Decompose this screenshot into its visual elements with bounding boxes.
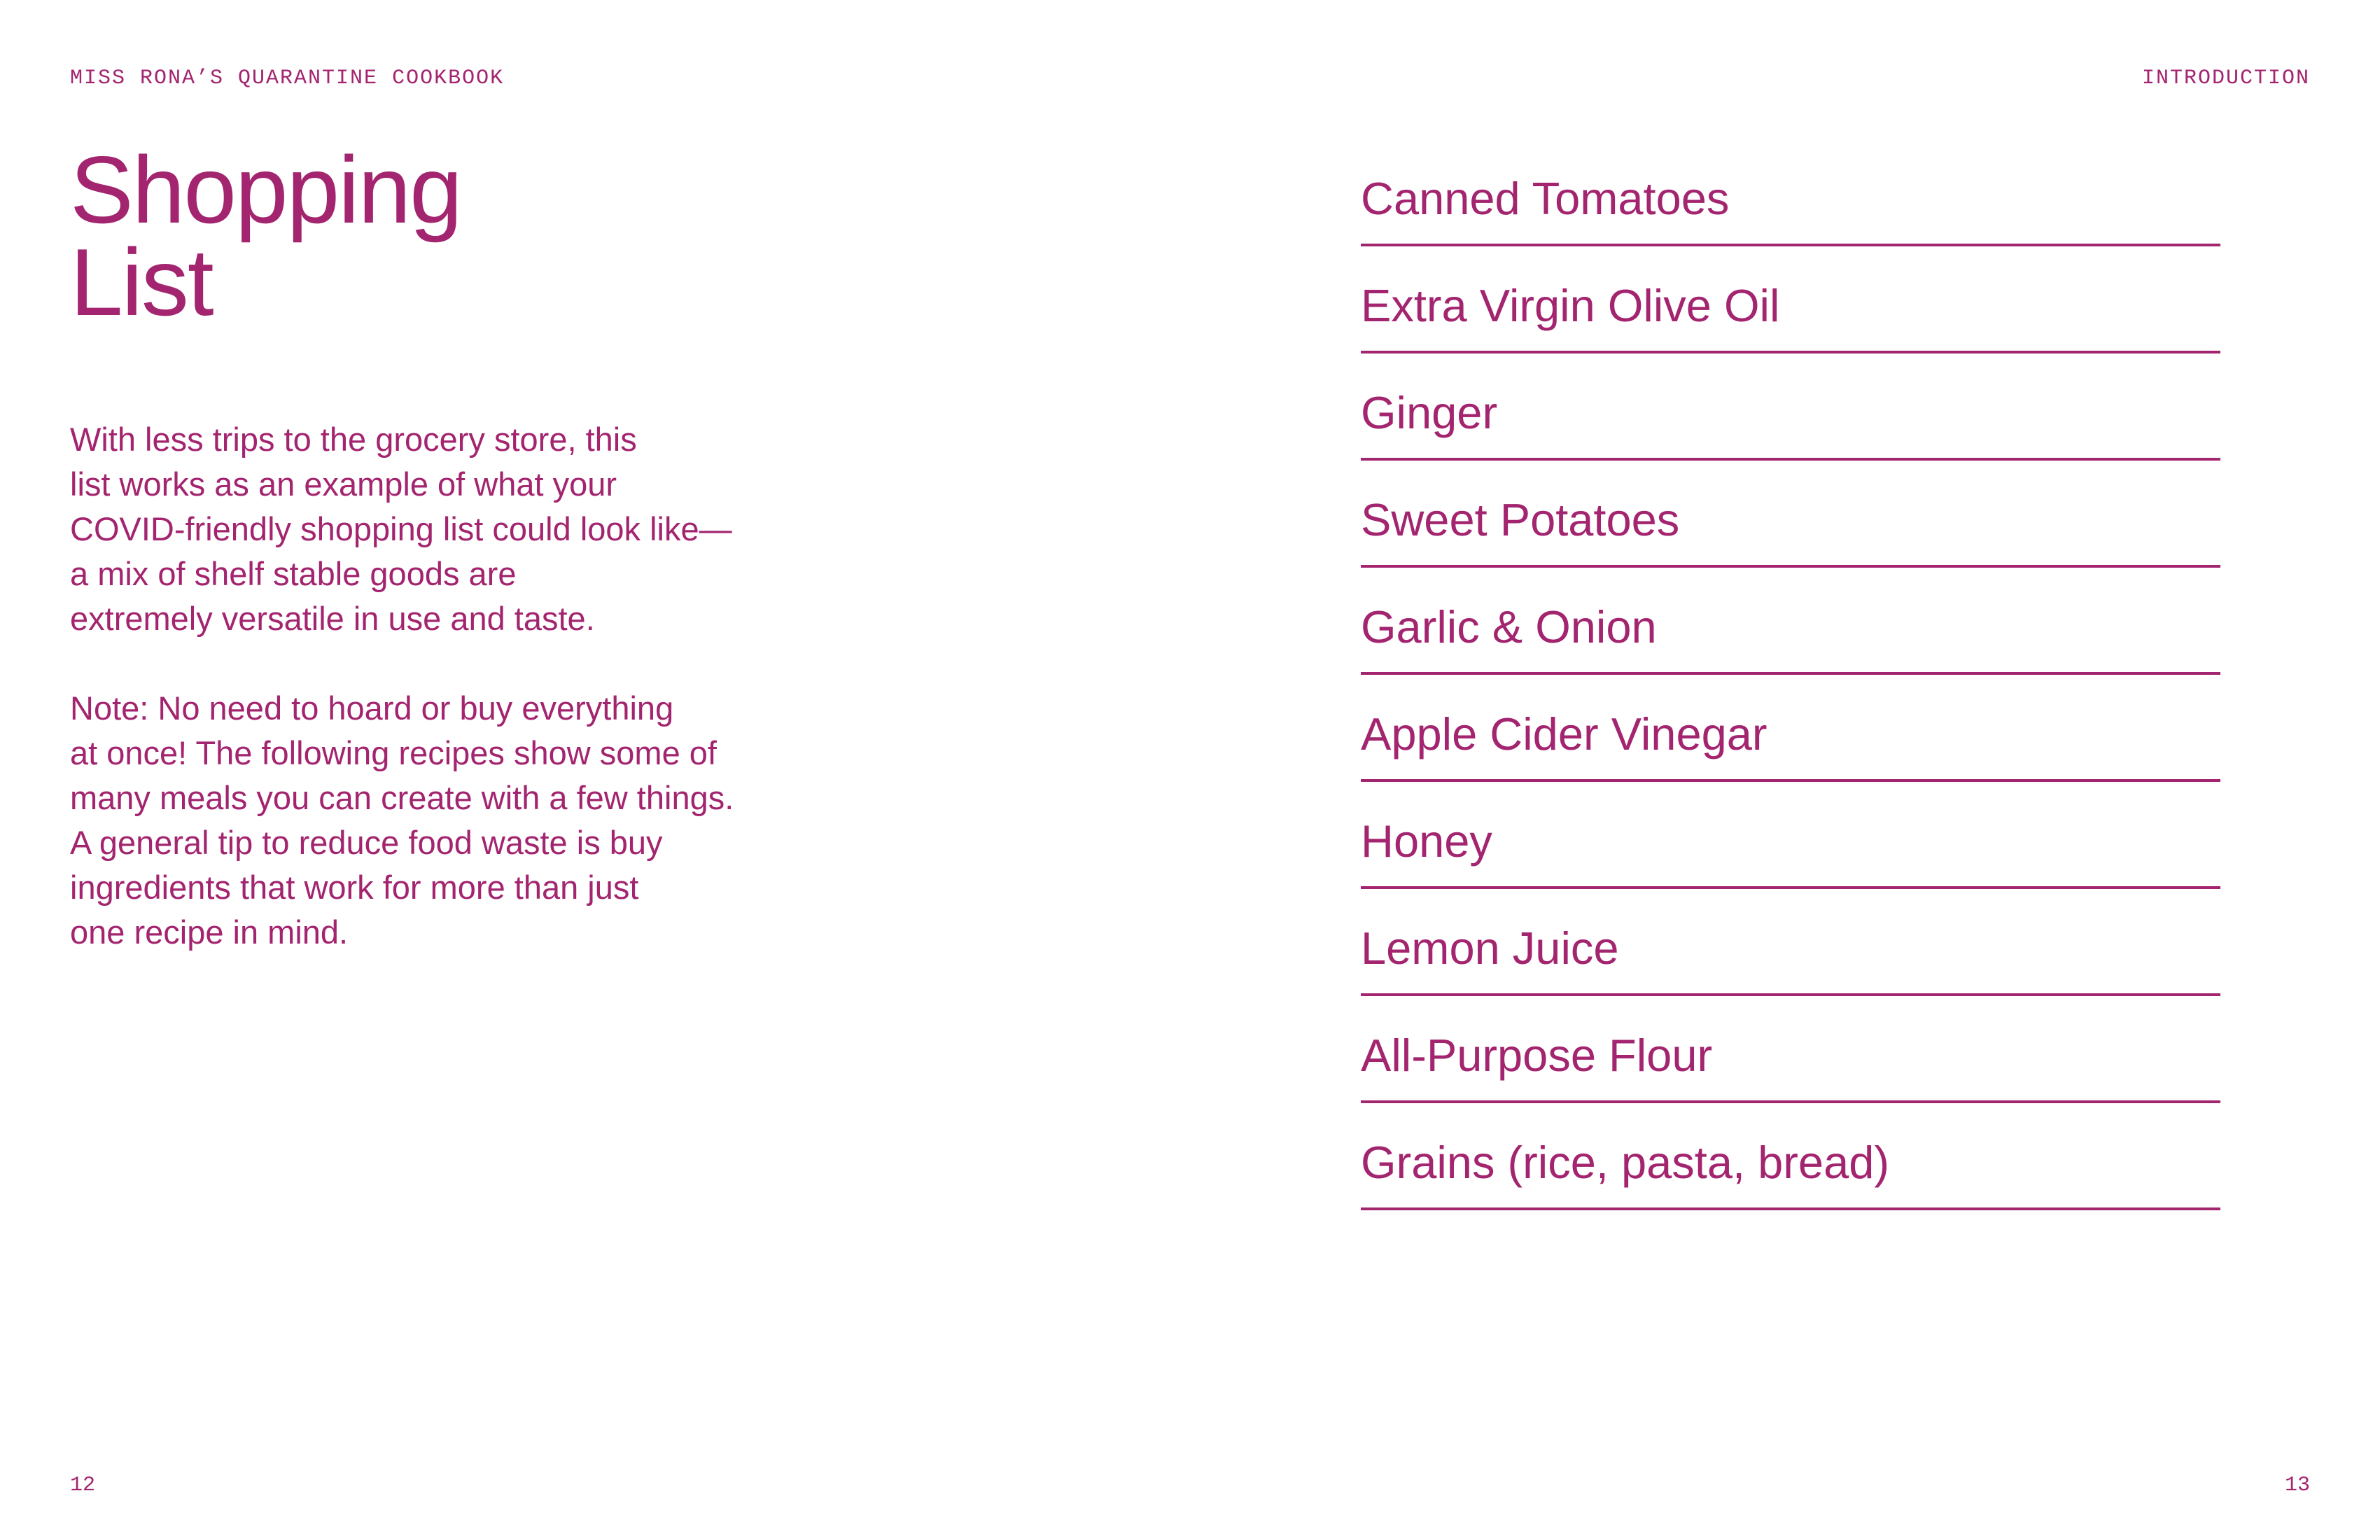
list-item [1361,141,2220,246]
list-item-label: Lemon Juice [1361,923,1619,974]
list-item [1361,356,2220,461]
list-item-label: Apple Cider Vinegar [1361,708,1768,760]
list-item [1361,1105,2220,1210]
running-head-book-title: MISS RONA’S QUARANTINE COOKBOOK [70,66,505,90]
page-title [70,136,461,335]
list-item-label: Grains (rice, pasta, bread) [1361,1137,1890,1188]
text-line: ingredients that work for more than just [70,869,639,906]
page-title-line: List [70,229,213,335]
text-line: many meals you can create with a few things. [70,779,734,816]
intro-text [70,417,770,955]
text-line: COVID-friendly shopping list could look like— [70,510,732,547]
list-item-label: Canned Tomatoes [1361,173,1730,224]
page-number-right: 13 [2284,1474,2310,1497]
text-line: one recipe in mind. [70,913,349,951]
page-title-line: Shopping [70,136,461,243]
note-paragraph [70,686,770,955]
intro-paragraph [70,417,770,641]
list-item-label: Extra Virgin Olive Oil [1361,280,1780,331]
list-item-label: Honey [1361,816,1492,867]
running-head-section: INTRODUCTION [2141,66,2310,90]
text-line: A general tip to reduce food waste is buy [70,824,663,861]
list-item [1361,248,2220,354]
list-item [1361,677,2220,782]
text-line: extremely versatile in use and taste. [70,600,595,637]
list-item [1361,570,2220,675]
list-item [1361,784,2220,889]
shopping-list [1361,141,2220,1212]
list-item [1361,463,2220,568]
text-line: at once! The following recipes show some of [70,734,717,771]
list-item-label: All-Purpose Flour [1361,1030,1713,1081]
list-item-label: Garlic & Onion [1361,601,1657,652]
list-item-label: Ginger [1361,387,1498,438]
list-item [1361,891,2220,996]
list-item-label: Sweet Potatoes [1361,494,1680,545]
text-line: With less trips to the grocery store, this [70,421,637,458]
page-number-left: 12 [70,1474,96,1497]
text-line: list works as an example of what your [70,465,617,503]
list-item [1361,998,2220,1103]
text-line: a mix of shelf stable goods are [70,555,517,592]
text-line: Note: No need to hoard or buy everything [70,690,674,727]
